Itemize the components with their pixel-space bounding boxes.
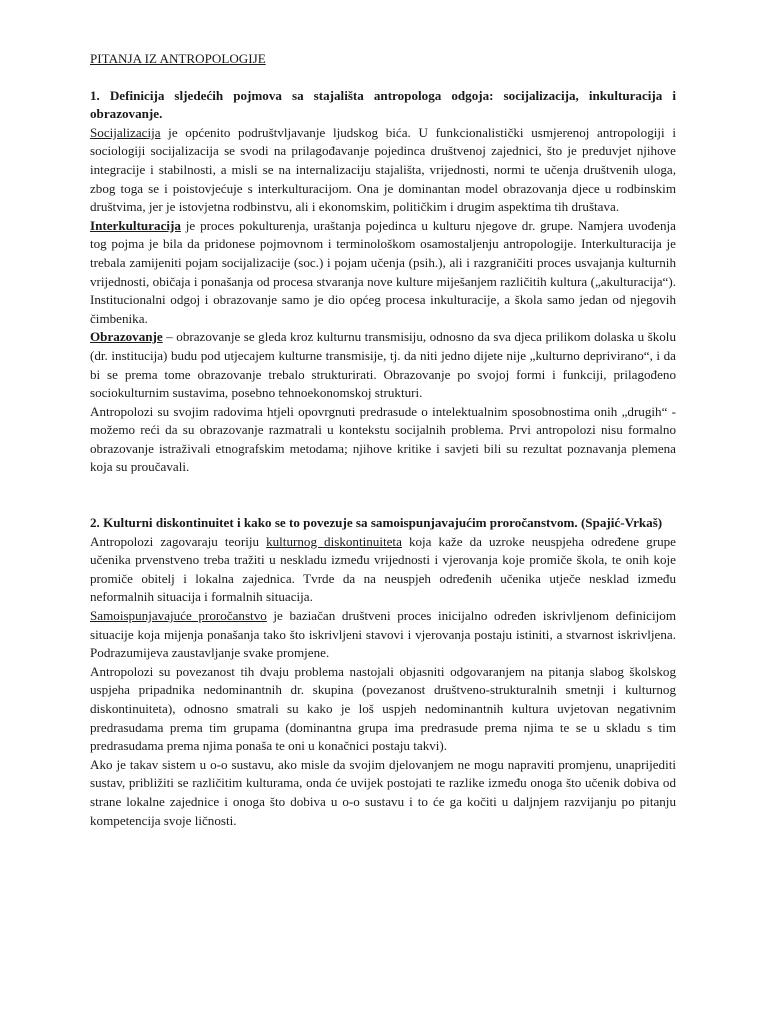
term-socijalizacija: Socijalizacija [90,124,161,140]
term-samoispunjavajuce-prorocanstvo: Samoispunjavajuće proročanstvo [90,608,267,624]
document-title: PITANJA IZ ANTROPOLOGIJE [90,51,266,66]
q1-p1-text: je općenito podruštvljavanje ljudskog bića. U funkcionalistički usmjerenoj antropologiji i sociologiji socijalizacija se svodi na prilagođavanje pojedinca društvenoj zajednici, što je preduvjet njihove integracije i stabilnosti, a misli se na internalizaciju stajališta, vrijednosti, normi te učenja društvenih uloga, zbog toga se i poistovjećuje s interkulturacijom. Ona je dominantan model obrazovanja djece u rodbinskim društvima, jer je istovjetna rodbinstvu, ali i ekonomskim, političkim i drugim aspektima tih društava. [90,124,676,215]
q2-paragraph-samoispunjavajuce [90,607,676,663]
q1-paragraph-obrazovanje [90,328,676,402]
question-1-heading: 1. Definicija sljedećih pojmova sa stajališta antropologa odgoja: socijalizacija, inkulturacija i obrazovanje. [90,87,676,122]
q1-paragraph-socijalizacija [90,124,676,217]
document-page [90,50,676,830]
term-obrazovanje: Obrazovanje [90,329,163,345]
term-kulturni-diskontinuitet: kulturnog diskontinuiteta [266,533,402,549]
q2-paragraph-diskontinuitet [90,533,676,607]
q1-paragraph-interkulturacija [90,217,676,329]
section-gap [90,477,676,514]
question-2-heading: 2. Kulturni diskontinuitet i kako se to povezuje sa samoispunjavajućim proročanstvom. (Spajić-Vrkaš) [90,515,663,531]
q1-p3-text: – obrazovanje se gleda kroz kulturnu transmisiju, odnosno da sva djeca prilikom dolaska u školu (dr. institucija) budu pod utjecajem kulturne transmisije, tj. da niti jedno dijete nije „kulturno deprivirano“, i da bi se prema tome obrazovanje trebalo strukturirati. Obrazovanje po svojoj formi i funkciji, prilagođeno sociokulturnim sustavima, posebno tehnoekonomskoj strukturi. [90,329,676,401]
term-interkulturacija: Interkulturacija [90,217,181,233]
q2-paragraph-povezanost: Antropolozi su povezanost tih dvaju problema nastojali objasniti odgovaranjem na pitanja slabog školskog uspjeha pripadnika nedominantnih dr. skupina (povezanost društveno-strukturalnih smetnji i kulturnog diskontinuiteta), odnosno smatrali su kako je loš uspjeh nedominantnih kultura uvjetovan negativnim predrasudama prema tim grupama (dominantna grupa ima predrasude prema njima te se u skladu s tim predrasudama prema njima ponaša te oni u konačnici postaju takvi). [90,663,676,754]
q2-p1-after: koja kaže da uzroke neuspjeha određene grupe učenika prvenstveno treba tražiti u neskladu između vrijednosti i vjerovanja koje promiče škola, te onih koje promiče obitelj i lokalna zajednica. Tvrde da na neuspjeh određenih učenika utječe nesklad između neformalnih situacija i formalnih situacija. [90,533,676,605]
q2-p1-before: Antropolozi zagovaraju teoriju [90,533,267,549]
q2-p2-text: je baziačan društveni proces inicijalno određen iskrivljenom definicijom situacije koja mijenja ponašanja tako što iskrivljeni stavovi i vjerovanja postaju istiniti, a stvarnost iskrivljena. Podrazumijeva zaustavljanje svake promjene. [90,608,676,661]
q2-paragraph-sustav: Ako je takav sistem u o-o sustavu, ako misle da svojim djelovanjem ne mogu napraviti promjenu, unaprijediti sustav, približiti se različitim kulturama, onda će uvijek postojati te razlike između onoga što učenik dobiva od strane lokalne zajednice i onoga što dobiva u o-o sustavu i to će ga kočiti u daljnjem razvijanju po pitanju kompetencija svoje ličnosti. [90,756,676,828]
q1-p2-text: je proces pokulturenja, uraštanja pojedinca u kulturu njegove dr. grupe. Namjera uvođenja tog pojma je bila da pridonese pojmovnom i terminološkom osamostaljenju antropologije. Interkulturacija je trebala zamijeniti pojam socijalizacije (soc.) i pojam učenja (psih.), ali i razgraničiti proces usvajanja kulturnih vrijednosti, običaja i ponašanja od procesa stvaranja nove kulture miješanjem različitih kultura („akulturacija“). Institucionalni odgoj i obrazovanje samo je dio općeg procesa inkulturacije, a škola samo jedan od njegovih čimbenika. [90,217,676,326]
q1-paragraph-antropolozi: Antropolozi su svojim radovima htjeli opovrgnuti predrasude o intelektualnim sposobnostima onih „drugih“ - možemo reći da su obrazovanje razmatrali u kontekstu socijalnih problema. Prvi antropolozi nisu formalno obrazovanje istraživali etnografskim metodama; njihove kritike i savjeti bili su rezultat poznavanja plemena koja su proučavali. [90,403,676,475]
